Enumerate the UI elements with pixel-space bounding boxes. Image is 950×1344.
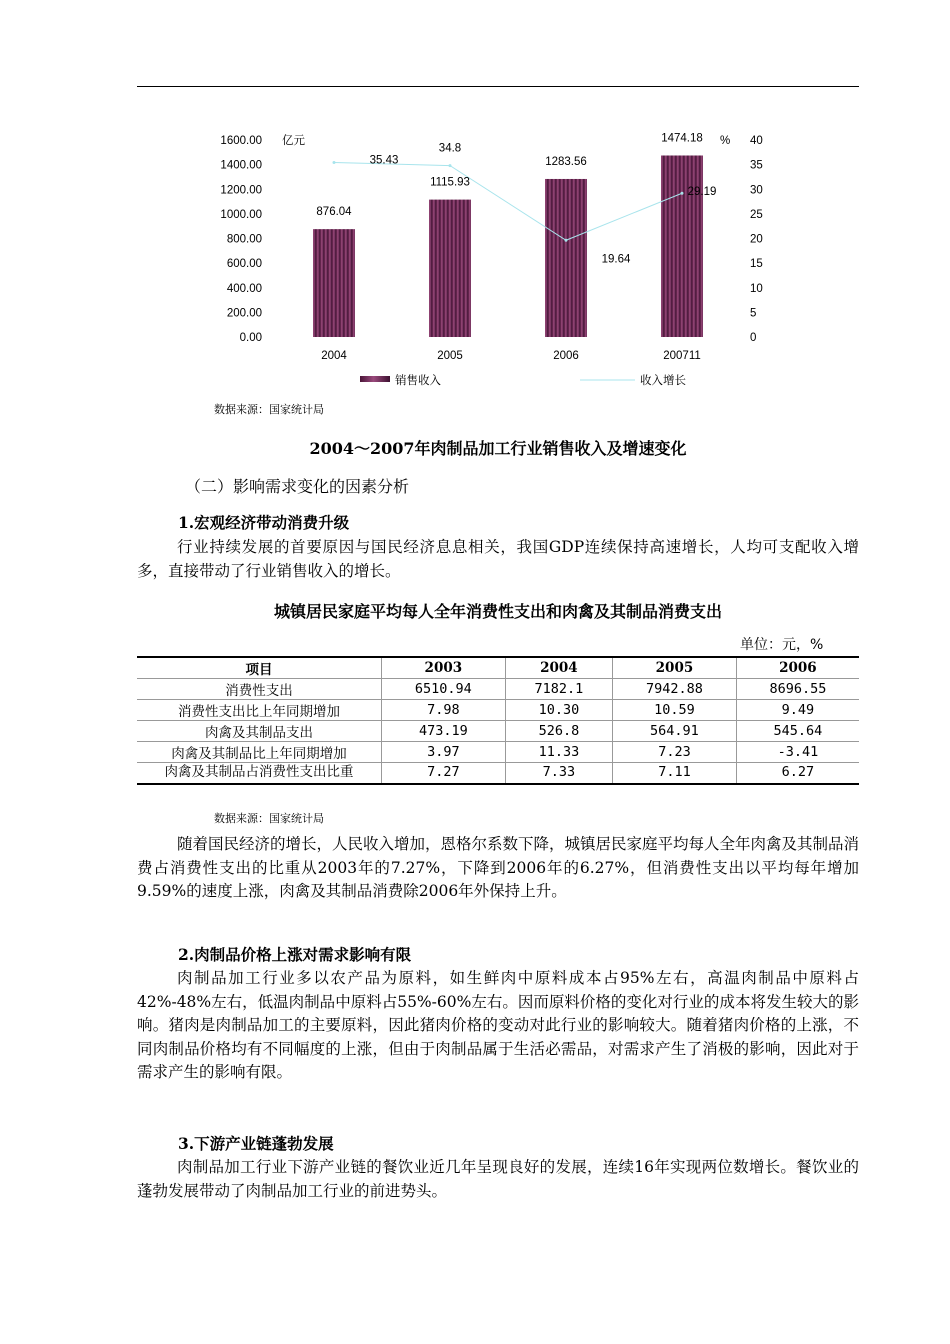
paragraph-4: 肉制品加工行业下游产业链的餐饮业近几年呈现良好的发展，连续16年实现两位数增长。餐饮业的蓬勃发展带动了肉制品加工行业的前进势头。 bbox=[137, 1158, 859, 1200]
chart-caption: 2004～2007年肉制品加工行业销售收入及增速变化 bbox=[309, 439, 687, 458]
table-cell: -3.41 bbox=[736, 742, 859, 763]
y-right-tick-label: 0 bbox=[750, 332, 757, 344]
y-right-tick-label: 35 bbox=[750, 159, 763, 172]
bar-data-label: 1115.93 bbox=[430, 176, 470, 189]
line-point bbox=[449, 164, 452, 167]
table-row bbox=[137, 721, 859, 742]
y-left-tick-label: 1400.00 bbox=[220, 159, 262, 172]
table-caption: 城镇居民家庭平均每人全年消费性支出和肉禽及其制品消费支出 bbox=[273, 602, 722, 621]
header-rule bbox=[137, 86, 859, 87]
subheading-3: 3.下游产业链蓬勃发展 bbox=[178, 1134, 334, 1153]
x-tick-label: 2006 bbox=[553, 350, 579, 362]
col-header: 2005 bbox=[613, 657, 737, 679]
bar-data-label: 876.04 bbox=[316, 206, 352, 219]
y-right-tick-label: 20 bbox=[750, 233, 763, 246]
table-source: 数据来源：国家统计局 bbox=[214, 812, 324, 825]
table-unit: 单位：元，% bbox=[740, 637, 824, 653]
subheading-2: 2.肉制品价格上涨对需求影响有限 bbox=[178, 945, 412, 964]
bar-sales-2005 bbox=[429, 200, 471, 337]
table-cell: 564.91 bbox=[613, 721, 737, 742]
table-cell: 7.27 bbox=[382, 763, 506, 785]
table-cell: 473.19 bbox=[382, 721, 506, 742]
legend-label-line: 收入增长 bbox=[640, 375, 686, 387]
table-cell: 7182.1 bbox=[505, 679, 612, 700]
table-cell: 消费性支出比上年同期增加 bbox=[137, 700, 382, 721]
col-header: 2006 bbox=[736, 657, 859, 679]
table-row bbox=[137, 742, 859, 763]
table-cell: 545.64 bbox=[736, 721, 859, 742]
line-point bbox=[681, 192, 684, 195]
table-cell: 6510.94 bbox=[382, 679, 506, 700]
table-row bbox=[137, 679, 859, 700]
paragraph-1: 行业持续发展的首要原因与国民经济息息相关，我国GDP连续保持高速增长，人均可支配收入增多，直接带动了行业销售收入的增长。 bbox=[137, 538, 859, 580]
y-right-tick-label: 5 bbox=[750, 307, 757, 320]
table-cell: 7.11 bbox=[613, 763, 737, 785]
y-right-unit: % bbox=[720, 135, 731, 147]
legend-swatch-bar bbox=[360, 376, 390, 382]
chart-source: 数据来源：国家统计局 bbox=[214, 403, 324, 416]
table-cell: 消费性支出 bbox=[137, 679, 382, 700]
line-data-label: 19.64 bbox=[601, 253, 631, 266]
line-data-label: 34.8 bbox=[438, 142, 462, 155]
line-data-label: 29.19 bbox=[687, 186, 717, 199]
table-cell: 526.8 bbox=[505, 721, 612, 742]
section-heading: （二）影响需求变化的因素分析 bbox=[185, 477, 410, 496]
y-left-tick-label: 400.00 bbox=[226, 282, 262, 295]
y-left-tick-label: 800.00 bbox=[226, 233, 262, 246]
line-data-label: 35.43 bbox=[369, 154, 399, 167]
legend-label-bar: 销售收入 bbox=[395, 375, 441, 387]
line-point bbox=[565, 239, 568, 242]
bar-sales-2006 bbox=[545, 179, 587, 337]
y-left-tick-label: 1600.00 bbox=[220, 135, 262, 147]
y-right-tick-label: 15 bbox=[750, 258, 763, 271]
table-header-row bbox=[137, 657, 859, 679]
table-cell: 3.97 bbox=[382, 742, 506, 763]
table-cell: 7942.88 bbox=[613, 679, 737, 700]
paragraph-3: 肉制品加工行业多以农产品为原料，如生鲜肉中原料成本占95%左右，高温肉制品中原料占42%-48%左右，低温肉制品中原料占55%-60%左右。因而原料价格的变化对行业的成本将发生较大的影响。猪肉是肉制品加工的主要原料，因此猪肉价格的变动对此行业的影响较大。随着猪肉价格的上涨，不同肉制品价格均有不同幅度的上涨，但由于肉制品属于生活必需品，对需求产生了消极的影响，因此对于需求产生的影响有限。 bbox=[137, 969, 859, 1081]
y-right-tick-label: 40 bbox=[750, 135, 763, 147]
table-cell: 8696.55 bbox=[736, 679, 859, 700]
table-cell: 11.33 bbox=[505, 742, 612, 763]
bar-data-label: 1283.56 bbox=[545, 155, 587, 168]
table-cell: 肉禽及其制品比上年同期增加 bbox=[137, 742, 382, 763]
legend bbox=[360, 373, 686, 387]
y-left-tick-label: 1200.00 bbox=[220, 184, 262, 197]
table-row bbox=[137, 700, 859, 721]
y-right-tick-label: 25 bbox=[750, 208, 763, 221]
table-cell: 肉禽及其制品占消费性支出比重 bbox=[137, 763, 382, 785]
table-row bbox=[137, 763, 859, 785]
table-cell: 9.49 bbox=[736, 700, 859, 721]
table-cell: 7.98 bbox=[382, 700, 506, 721]
table-cell: 10.30 bbox=[505, 700, 612, 721]
y-right-tick-label: 10 bbox=[750, 282, 763, 295]
x-tick-label: 2004 bbox=[321, 350, 347, 362]
y-right-tick-label: 30 bbox=[750, 184, 763, 197]
sales-revenue-chart bbox=[200, 125, 790, 395]
table-cell: 肉禽及其制品支出 bbox=[137, 721, 382, 742]
table-cell: 7.33 bbox=[505, 763, 612, 785]
y-left-tick-label: 1000.00 bbox=[220, 208, 262, 221]
table-cell: 10.59 bbox=[613, 700, 737, 721]
paragraph-2: 随着国民经济的增长，人民收入增加，恩格尔系数下降，城镇居民家庭平均每人全年肉禽及其制品消费占消费性支出的比重从2003年的7.27%，下降到2006年的6.27%，但消费性支出以平均每年增加9.59%的速度上涨，肉禽及其制品消费除2006年外保持上升。 bbox=[137, 835, 860, 900]
y-left-unit: 亿元 bbox=[282, 135, 305, 147]
table-cell: 7.23 bbox=[613, 742, 737, 763]
y-left-tick-label: 200.00 bbox=[226, 307, 262, 320]
x-tick-label: 2005 bbox=[437, 350, 463, 362]
series-line-growth bbox=[334, 163, 682, 241]
line-point bbox=[333, 161, 336, 164]
y-left-tick-label: 600.00 bbox=[226, 258, 262, 271]
bar-data-label: 1474.18 bbox=[661, 132, 703, 145]
consumption-table bbox=[137, 656, 859, 785]
table-cell: 6.27 bbox=[736, 763, 859, 785]
y-left-tick-label: 0.00 bbox=[239, 332, 262, 344]
col-header: 项目 bbox=[137, 657, 382, 679]
col-header: 2004 bbox=[505, 657, 612, 679]
subheading-1: 1.宏观经济带动消费升级 bbox=[178, 513, 350, 532]
bar-sales-200711 bbox=[661, 155, 703, 337]
col-header: 2003 bbox=[382, 657, 506, 679]
x-tick-label: 200711 bbox=[663, 350, 701, 362]
bar-sales-2004 bbox=[313, 229, 355, 337]
